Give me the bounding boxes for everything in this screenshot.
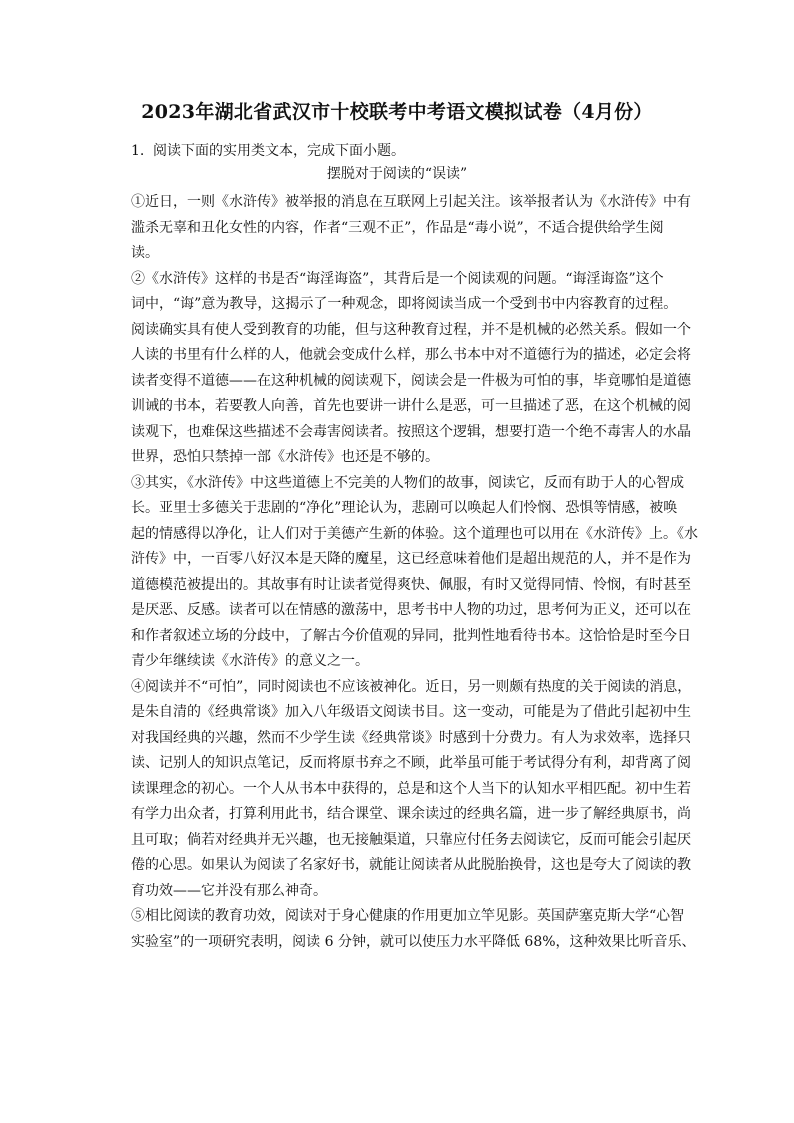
article-body	[131, 190, 698, 955]
article-line: ①近日，一则《水浒传》被举报的消息在互联网上引起关注。该举报者认为《水浒传》中有	[131, 194, 691, 210]
article-line: 浒传》中，一百零八好汉本是天降的魔星，这已经意味着他们是超出规范的人，并不是作为	[131, 551, 691, 567]
article-line: 人读的书里有什么样的人，他就会变成什么样，那么书本中对不道德行为的描述，必定会将	[131, 347, 691, 363]
article-line: ④阅读并不“可怕”，同时阅读也不应该被神化。近日，另一则颇有热度的关于阅读的消息，	[131, 678, 692, 695]
article-line: 倦的心思。如果认为阅读了名家好书，就能让阅读者从此脱胎换骨，这也是夸大了阅读的教	[131, 857, 691, 873]
question-instruction-line	[131, 141, 405, 161]
article-line: 育功效——它并没有那么神奇。	[131, 882, 327, 899]
article-line: 读。	[131, 245, 159, 261]
article-line: 实验室”的一项研究表明，阅读 6 分钟，就可以使压力水平降低 68%，这种效果比听音乐、	[131, 933, 696, 950]
article-line: 世界，恐怕只禁掉一部《水浒传》也还是不够的。	[131, 449, 439, 465]
article-line: 且可取；倘若对经典并无兴趣，也无接触渠道，只靠应付任务去阅读它，反而可能会引起厌	[131, 831, 691, 848]
article-line: 青少年继续读《水浒传》的意义之一。	[131, 653, 369, 669]
question-number: 1.	[131, 143, 145, 159]
article-line: 读者变得不道德——在这种机械的阅读观下，阅读会是一件极为可怕的事，毕竟哪怕是道德	[131, 372, 691, 389]
question-instruction: 阅读下面的实用类文本，完成下面小题。	[153, 143, 405, 159]
article-line: 读观下，也难保这些描述不会毒害阅读者。按照这个逻辑，想要打造一个绝不毒害人的水晶	[131, 423, 691, 440]
article-line: 对我国经典的兴趣，然而不少学生读《经典常谈》时感到十分费力。有人为求效率，选择只	[131, 729, 691, 746]
article-line: 读课理念的初心。一个人从书本中获得的，总是和这个人当下的认知水平相匹配。初中生若	[131, 780, 691, 797]
article-line: 长。亚里士多德关于悲剧的“净化”理论认为，悲剧可以唤起人们怜悯、恐惧等情感，被唤	[131, 500, 678, 516]
article-line: 滥杀无辜和丑化女性的内容，作者“三观不正”，作品是“毒小说”，不适合提供给学生阅	[131, 219, 664, 236]
article-line: 阅读确实具有使人受到教育的功能，但与这种教育过程，并不是机械的必然关系。假如一个	[131, 321, 691, 338]
article-line: ③其实，《水浒传》中这些道德上不完美的人物们的故事，阅读它，反而有助于人的心智成	[131, 474, 684, 491]
exam-title: 2023年湖北省武汉市十校联考中考语文模拟试卷（4月份）	[141, 101, 653, 123]
article-title: 摆脱对于阅读的“误读”	[326, 166, 468, 182]
article-line: ⑤相比阅读的教育功效，阅读对于身心健康的作用更加立竿见影。英国萨塞克斯大学“心智	[131, 908, 685, 924]
article-line: 读、记别人的知识点笔记，反而将原书弃之不顾，此举虽可能于考试得分有利，却背离了阅	[131, 755, 691, 771]
article-line: 道德模范被提出的。其故事有时让读者觉得爽快、佩服，有时又觉得同情、怜悯，有时甚至	[131, 576, 691, 593]
article-line: ②《水浒传》这样的书是否“诲淫诲盗”，其背后是一个阅读观的问题。“诲淫诲盗”这个	[131, 270, 664, 287]
article-line: 起的情感得以净化，让人们对于美德产生新的体验。这个道理也可以用在《水浒传》上。《水	[131, 525, 698, 542]
article-line: 词中，“诲”意为教导，这揭示了一种观念，即将阅读当成一个受到书中内容教育的过程。	[131, 296, 678, 312]
article-line: 训诫的书本，若要教人向善，首先也要讲一讲什么是恶，可一旦描述了恶，在这个机械的阅	[131, 398, 691, 414]
article-line: 有学力出众者，打算利用此书，结合课堂、课余读过的经典名篇，进一步了解经典原书，尚	[131, 806, 691, 822]
article-line: 和作者叙述立场的分歧中，了解古今价值观的异同，批判性地看待书本。这恰恰是时至今日	[131, 627, 691, 644]
article-line: 是厌恶、反感。读者可以在情感的激荡中，思考书中人物的功过，思考何为正义，还可以在	[131, 602, 691, 618]
article-line: 是朱自清的《经典常谈》加入八年级语文阅读书目。这一变动，可能是为了借此引起初中生	[131, 704, 691, 720]
